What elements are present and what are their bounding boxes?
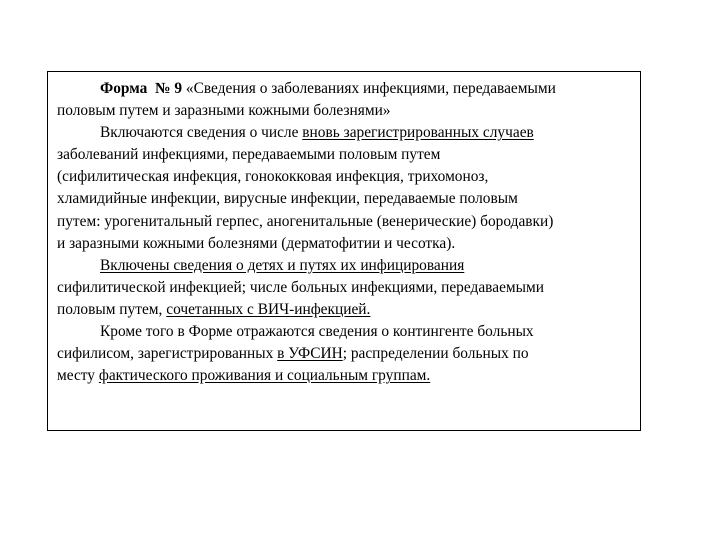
text-run: половым путем, bbox=[57, 300, 167, 318]
underlined-ufsin: в УФСИН bbox=[277, 345, 343, 363]
form-label: Форма bbox=[100, 80, 148, 97]
contingent-info-line-3 bbox=[57, 365, 637, 387]
text-run: месту bbox=[57, 367, 99, 385]
form-number: № 9 bbox=[155, 80, 183, 97]
form-title: «Сведения о заболеваниях инфекциями, передаваемыми bbox=[182, 80, 556, 97]
children-info-line-1 bbox=[57, 255, 637, 277]
form9-title-line-2: половым путем и заразными кожными болезнями» bbox=[57, 102, 391, 120]
text-run: Включаются сведения о числе bbox=[100, 124, 303, 142]
form9-title-line-1 bbox=[57, 78, 637, 100]
text-run: ; распределении больных по bbox=[342, 345, 529, 363]
contingent-info-line-1: Кроме того в Форме отражаются сведения о контингенте больных bbox=[100, 323, 534, 341]
included-info-line-5: путем: урогенитальный герпес, аногенитальные (венерические) бородавки) bbox=[57, 212, 554, 230]
included-info-line-3: (сифилитическая инфекция, гонококковая инфекция, трихомоноз, bbox=[57, 168, 489, 186]
included-info-line-1 bbox=[57, 122, 637, 144]
underlined-hiv: сочетанных с ВИЧ-инфекцией. bbox=[166, 300, 371, 318]
included-info-line-6: и заразными кожными болезнями (дерматофитии и чесотка). bbox=[57, 234, 456, 252]
included-info-line-4: хламидийные инфекции, вирусные инфекции, передаваемые половым bbox=[57, 190, 518, 208]
text-run: сифилисом, зарегистрированных bbox=[57, 345, 278, 363]
underlined-new-cases: вновь зарегистрированных случаев bbox=[302, 124, 534, 142]
document-text bbox=[57, 78, 637, 387]
document-frame bbox=[47, 71, 641, 431]
children-info-line-2: сифилитической инфекцией; числе больных инфекциями, передаваемыми bbox=[57, 278, 544, 296]
children-info-line-3 bbox=[57, 299, 637, 321]
underlined-residence-groups: фактического проживания и социальным группам. bbox=[98, 367, 431, 385]
included-info-line-2: заболеваний инфекциями, передаваемыми половым путем bbox=[57, 146, 441, 164]
underlined-children-paths: Включены сведения о детях и путях их инфицирования bbox=[100, 256, 465, 274]
contingent-info-line-2 bbox=[57, 343, 637, 365]
